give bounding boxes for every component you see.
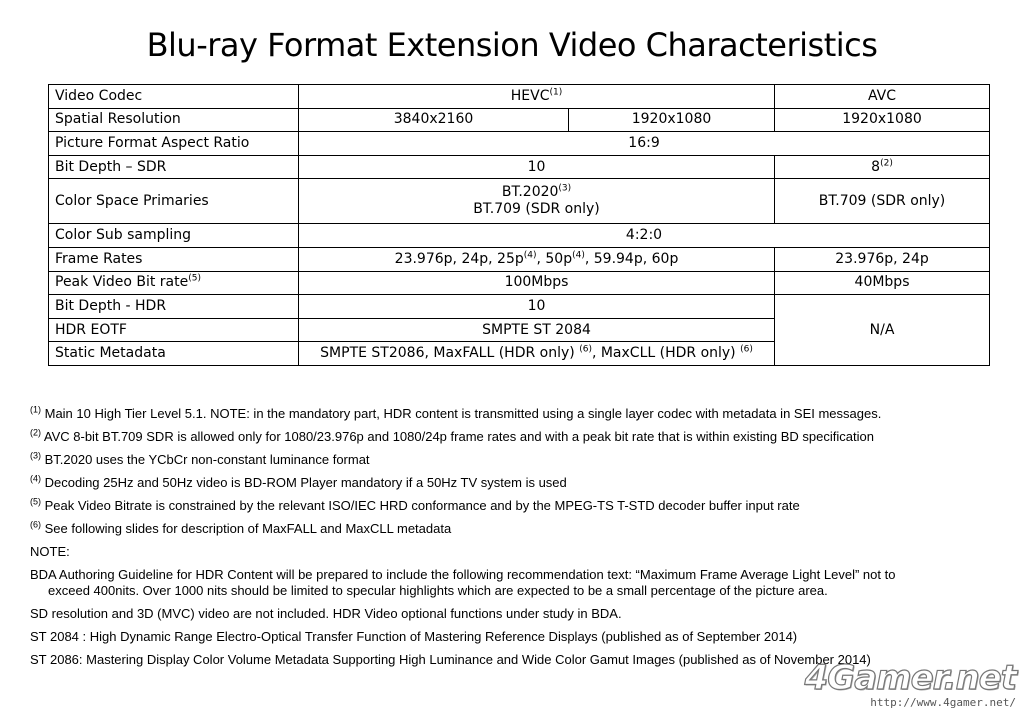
table-row-spatial-resolution <box>49 108 990 132</box>
row-label: Frame Rates <box>49 247 299 271</box>
row-label: Peak Video Bit rate$^{(5)}$ <box>49 271 299 295</box>
table-row-color-space <box>49 179 990 224</box>
row-label: Picture Format Aspect Ratio <box>49 132 299 156</box>
hevc-bit-depth-hdr: 10 <box>299 295 775 319</box>
avc-header: AVC <box>775 85 990 109</box>
avc-bit-depth-sdr: 8$^{(2)}$ <box>775 155 990 179</box>
row-label: Video Codec <box>49 85 299 109</box>
row-label: Bit Depth - HDR <box>49 295 299 319</box>
row-label: Color Space Primaries <box>49 179 299 224</box>
hevc-color-space: BT.2020$^{(3)}$ BT.709 (SDR only) <box>299 179 775 224</box>
color-subsampling-value: 4:2:0 <box>299 224 990 248</box>
table-row-aspect-ratio <box>49 132 990 156</box>
row-label: HDR EOTF <box>49 318 299 342</box>
footnotes-section <box>30 406 1000 675</box>
footnote-2: $^{(2)}$ AVC 8-bit BT.709 SDR is allowed only for 1080/23.976p and 1080/24p frame rates and with a peak bit rate that is within existing BD specification <box>30 427 874 444</box>
hevc-frame-rates: 23.976p, 24p, $25p^{(4)}$, $50p^{(4)}$, 59.94p, 60p <box>299 247 775 271</box>
avc-resolution: 1920x1080 <box>775 108 990 132</box>
row-label: Spatial Resolution <box>49 108 299 132</box>
note-st2086: ST 2086: Mastering Display Color Volume Metadata Supporting High Luminance and Wide Color Gamut Images (published as of November 2014) <box>30 652 871 667</box>
hevc-header: HEVC$^{(1)}$ <box>299 85 775 109</box>
footnote-6: $^{(6)}$ See following slides for description of MaxFALL and MaxCLL metadata <box>30 519 452 536</box>
footnote-5: $^{(5)}$ Peak Video Bitrate is constrained by the relevant ISO/IEC HRD conformance and by the MPEG-TS T-STD decoder buffer input rate <box>30 496 800 513</box>
aspect-ratio-value: 16:9 <box>299 132 990 156</box>
footnote-4: $^{(4)}$ Decoding 25Hz and 50Hz video is BD-ROM Player mandatory if a 50Hz TV system is used <box>30 473 567 490</box>
hevc-hd-resolution: 1920x1080 <box>569 108 775 132</box>
watermark-url: http://www.4gamer.net/ <box>870 696 1016 709</box>
watermark-logo: 4Gamer.net <box>804 658 1016 698</box>
slide-title: Blu-ray Format Extension Video Characteristics <box>146 26 878 64</box>
hevc-4k-resolution: 3840x2160 <box>299 108 569 132</box>
video-characteristics-table <box>48 84 990 366</box>
watermark <box>805 660 1016 709</box>
row-label: Color Sub sampling <box>49 224 299 248</box>
table-row-frame-rates <box>49 247 990 271</box>
note-heading: NOTE: <box>30 544 70 559</box>
hevc-static-metadata: SMPTE ST2086, MaxFALL (HDR only) $^{(6)}$, MaxCLL (HDR only) $^{(6)}$ <box>299 342 775 366</box>
row-label: Bit Depth – SDR <box>49 155 299 179</box>
table-row-peak-bitrate <box>49 271 990 295</box>
hevc-peak-bitrate: 100Mbps <box>299 271 775 295</box>
hevc-bit-depth-sdr: 10 <box>299 155 775 179</box>
table-row-color-subsampling <box>49 224 990 248</box>
hevc-hdr-eotf: SMPTE ST 2084 <box>299 318 775 342</box>
note-sd-3d: SD resolution and 3D (MVC) video are not included. HDR Video optional functions under study in BDA. <box>30 606 622 621</box>
avc-frame-rates: 23.976p, 24p <box>775 247 990 271</box>
note-authoring-guideline: BDA Authoring Guideline for HDR Content will be prepared to include the following recommendation text: “Maximum Frame Average Light Level” not to exceed 400nits. Over 1000 nits should be limited to specular highlights which are expected to be a small percentage of the picture area. <box>30 567 896 598</box>
avc-peak-bitrate: 40Mbps <box>775 271 990 295</box>
avc-color-space: BT.709 (SDR only) <box>775 179 990 224</box>
footnote-3: $^{(3)}$ BT.2020 uses the YCbCr non-constant luminance format <box>30 450 370 467</box>
avc-hdr-not-applicable: N/A <box>775 295 990 366</box>
table-row-video-codec <box>49 85 990 109</box>
table-row-bit-depth-hdr <box>49 295 990 319</box>
table-row-bit-depth-sdr <box>49 155 990 179</box>
note-st2084: ST 2084 : High Dynamic Range Electro-Optical Transfer Function of Mastering Reference Displays (published as of September 2014) <box>30 629 798 644</box>
row-label: Static Metadata <box>49 342 299 366</box>
footnote-1: $^{(1)}$ Main 10 High Tier Level 5.1. NOTE: in the mandatory part, HDR content is transmitted using a single layer codec with metadata in SEI messages. <box>30 404 882 421</box>
